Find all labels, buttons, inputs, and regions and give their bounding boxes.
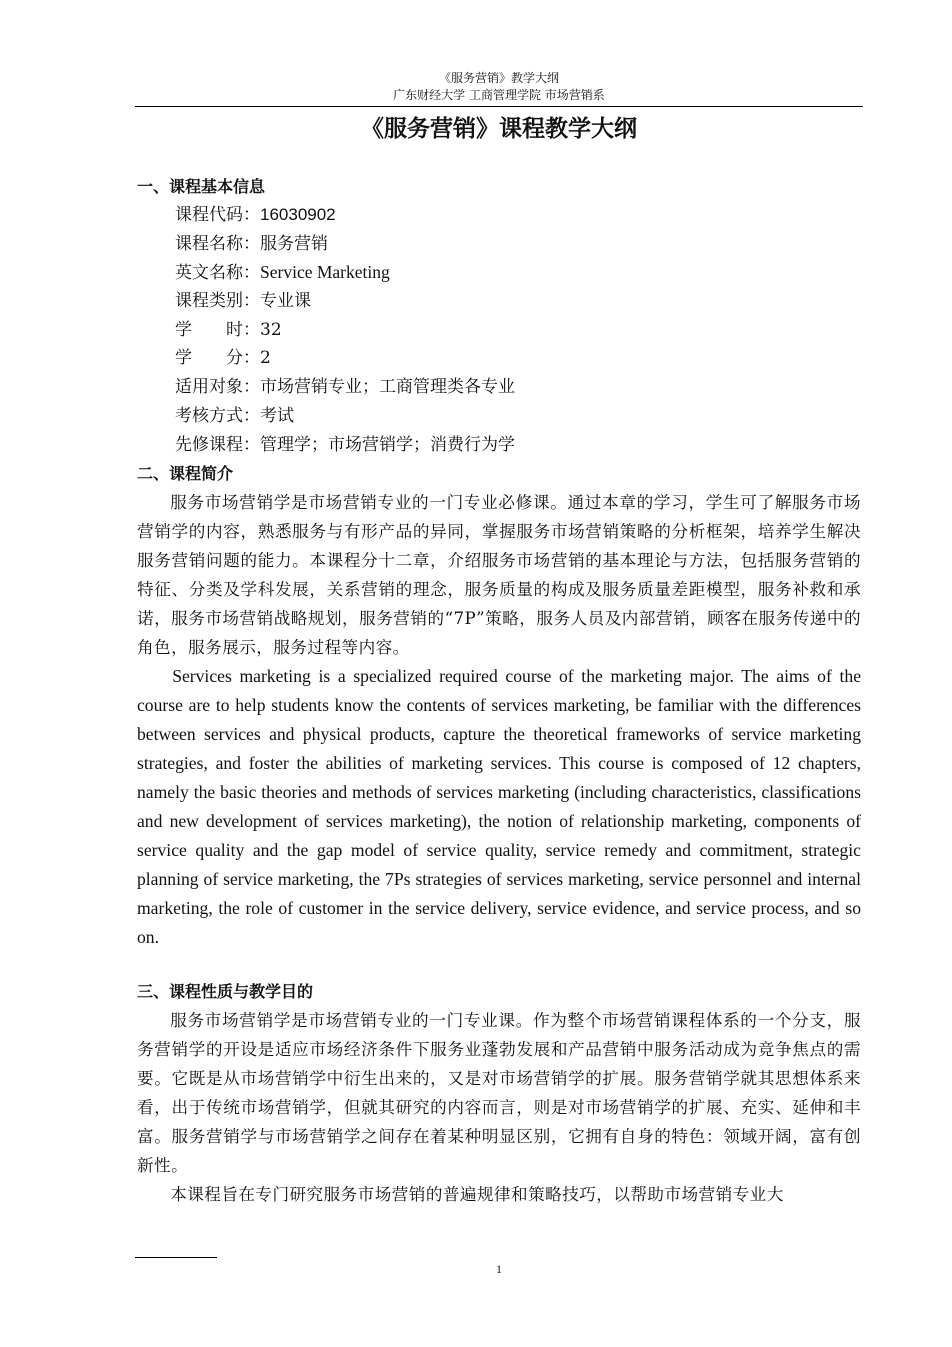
introduction-paragraph-chinese: 服务市场营销学是市场营销专业的一门专业必修课。通过本章的学习，学生可了解服务市场营销学的内容，熟悉服务与有形产品的异同，掌握服务市场营销策略的分析框架，培养学生解决服务营销问题的能力。本课程分十二章，介绍服务市场营销的基本理论与方法，包括服务营销的特征、分类及学科发展，关系营销的理念，服务质量的构成及服务质量差距模型，服务补救和承诺，服务市场营销战略规划，服务营销的“7P”策略，服务人员及内部营销，顾客在服务传递中的角色，服务展示，服务过程等内容。: [137, 493, 861, 658]
info-row-hours: [137, 316, 861, 345]
info-row-english-name: [137, 258, 861, 287]
info-row-course-code: [137, 201, 861, 230]
info-row-prerequisites: [137, 431, 861, 460]
info-value: 市场营销专业；工商管理类各专业: [260, 377, 515, 398]
info-value: 32: [260, 319, 282, 340]
info-row-assessment: [137, 402, 861, 431]
info-value: Service Marketing: [260, 262, 390, 283]
document-title: 《服务营销》课程教学大纲: [361, 116, 637, 142]
info-value: 考试: [260, 405, 294, 426]
page-number: 1: [496, 1262, 502, 1276]
info-value: 管理学；市场营销学；消费行为学: [260, 434, 515, 455]
introduction-paragraph-english: Services marketing is a specialized required course of the marketing major. The aims of the course are to help students know the contents of services marketing, be familiar with the differences between services and physical products, capture the theoretical frameworks of service marketing strategies, and foster the abilities of marketing services. This course is composed of 12 chapters, namely the basic theories and methods of services marketing (including characteristics, classifications and new development of services marketing), the notion of relationship marketing, components of service quality and the gap model of service quality, service remedy and commitment, strategic planning of service marketing, the 7Ps strategies of services marketing, service personnel and internal marketing, the role of customer in the service delivery, service evidence, and service process, and so on.: [137, 666, 861, 948]
info-label: 适用对象：: [175, 377, 260, 398]
info-row-course-type: [137, 287, 861, 316]
footnote-divider: [135, 1257, 217, 1258]
info-label: 先修课程：: [175, 434, 260, 455]
section-heading-basic-info: 一、课程基本信息: [137, 177, 266, 196]
objectives-paragraph: 本课程旨在专门研究服务市场营销的普遍规律和策略技巧，以帮助市场营销专业大: [170, 1185, 784, 1205]
info-label: 学 分：: [175, 348, 260, 369]
info-label: 考核方式：: [175, 405, 260, 426]
nature-paragraph: 服务市场营销学是市场营销专业的一门专业课。作为整个市场营销课程体系的一个分支，服务营销学的开设是适应市场经济条件下服务业蓬勃发展和产品营销中服务活动成为竞争焦点的需要。它既是从市场营销学中衍生出来的，又是对市场营销学的扩展。服务营销学就其思想体系来看，出于传统市场营销学，但就其研究的内容而言，则是对市场营销学的扩展、充实、延伸和丰富。服务营销学与市场营销学之间存在着某种明显区别，它拥有自身的特色：领域开阔，富有创新性。: [137, 1011, 861, 1176]
basic-info-list: [137, 201, 861, 459]
info-label: 课程名称：: [175, 233, 260, 254]
info-value: 2: [260, 348, 271, 369]
running-header: [135, 70, 863, 104]
section-heading-introduction: 二、课程简介: [137, 464, 234, 484]
info-value: 专业课: [260, 291, 311, 312]
info-value: 16030902: [260, 205, 336, 224]
info-value: 服务营销: [260, 233, 328, 254]
section-heading-nature-and-objectives: 三、课程性质与教学目的: [137, 982, 314, 1002]
info-label: 学 时：: [175, 319, 260, 340]
info-label: 英文名称：: [175, 263, 260, 284]
section-spacer: [137, 952, 861, 977]
info-row-course-name: [137, 230, 861, 259]
document-body: [137, 172, 861, 1209]
header-line-2: 广东财经大学 工商管理学院 市场营销系: [393, 88, 605, 102]
info-label: 课程类别：: [175, 291, 260, 312]
info-label: 课程代码：: [175, 205, 260, 225]
info-row-credits: [137, 344, 861, 373]
info-row-audience: [137, 373, 861, 402]
header-divider: [135, 106, 863, 107]
header-line-1: 《服务营销》教学大纲: [438, 71, 559, 85]
